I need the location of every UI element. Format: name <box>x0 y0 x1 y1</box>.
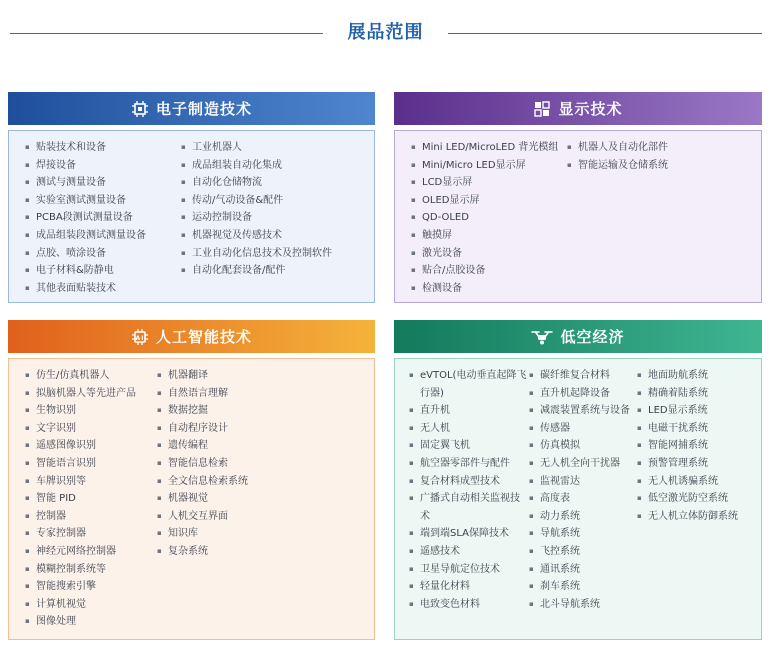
item-list <box>567 139 668 296</box>
list-item: ▪ 智能 PID <box>25 490 157 508</box>
list-item: ▪ 直升机 <box>409 402 529 420</box>
list-item: ▪ 电致变色材料 <box>409 596 529 614</box>
list-item: ▪ 预警管理系统 <box>637 455 738 473</box>
section-header <box>8 320 375 353</box>
list-item: ▪ 无人机全向干扰器 <box>529 455 637 473</box>
list-item: ▪ OLED显示屏 <box>411 192 567 210</box>
list-item: ▪ 复杂系统 <box>157 543 248 561</box>
list-item: ▪ 无人机 <box>409 420 529 438</box>
list-item: ▪ 自然语言理解 <box>157 385 248 403</box>
list-item: ▪ 端到端SLA保障技术 <box>409 525 529 543</box>
list-item: ▪ 数据挖掘 <box>157 402 248 420</box>
list-item: ▪ 模糊控制系统等 <box>25 561 157 579</box>
list-item: ▪ 人机交互界面 <box>157 508 248 526</box>
list-item: ▪ 控制器 <box>25 508 157 526</box>
list-item: ▪ 北斗导航系统 <box>529 596 637 614</box>
list-item: ▪ 焊接设备 <box>25 157 181 175</box>
list-item: ▪ LED显示系统 <box>637 402 738 420</box>
list-item: ▪ 检测设备 <box>411 280 567 298</box>
list-item: ▪ 仿生/仿真机器人 <box>25 367 157 385</box>
list-item: ▪ 复合材料成型技术 <box>409 473 529 491</box>
list-item: ▪ 车牌识别等 <box>25 473 157 491</box>
list-item: ▪ 遥感技术 <box>409 543 529 561</box>
list-item: ▪ 航空器零部件与配件 <box>409 455 529 473</box>
list-item: ▪ 专家控制器 <box>25 525 157 543</box>
list-item: ▪ 机器翻译 <box>157 367 248 385</box>
list-item: ▪ 生物识别 <box>25 402 157 420</box>
list-item: ▪ 导航系统 <box>529 525 637 543</box>
list-item: ▪ eVTOL(电动垂直起降飞行器) <box>409 367 529 402</box>
list-item: ▪ 计算机视觉 <box>25 596 157 614</box>
list-item: ▪ 智能信息检索 <box>157 455 248 473</box>
svg-text:AI: AI <box>135 334 145 342</box>
list-item: ▪ 精确着陆系统 <box>637 385 738 403</box>
section-body <box>8 358 375 640</box>
list-item: ▪ QD-OLED <box>411 209 567 227</box>
list-item: ▪ 刹车系统 <box>529 578 637 596</box>
list-item: ▪ Mini/Micro LED显示屏 <box>411 157 567 175</box>
list-item: ▪ 知识库 <box>157 525 248 543</box>
section-header <box>8 92 375 125</box>
list-item: ▪ 广播式自动相关监视技术 <box>409 490 529 525</box>
list-item: ▪ 神经元网络控制器 <box>25 543 157 561</box>
display-cubes-icon <box>533 100 551 118</box>
list-item: ▪ PCBA段测试测量设备 <box>25 209 181 227</box>
list-item: ▪ 传动/气动设备&配件 <box>181 192 332 210</box>
list-item: ▪ 自动化配套设备/配件 <box>181 262 332 280</box>
list-item: ▪ 智能搜索引擎 <box>25 578 157 596</box>
section-title: 低空经济 <box>560 328 625 346</box>
list-item: ▪ 飞控系统 <box>529 543 637 561</box>
list-item: ▪ 减震装置系统与设备 <box>529 402 637 420</box>
item-list <box>157 367 248 633</box>
list-item: ▪ 仿真模拟 <box>529 437 637 455</box>
list-item: ▪ 卫星导航定位技术 <box>409 561 529 579</box>
list-item: ▪ 激光设备 <box>411 245 567 263</box>
list-item: ▪ 机器视觉 <box>157 490 248 508</box>
item-list <box>25 367 157 633</box>
item-list <box>25 139 181 296</box>
list-item: ▪ 遗传编程 <box>157 437 248 455</box>
title-divider-right <box>448 33 762 34</box>
section-electronics-manufacturing <box>8 92 375 303</box>
drone-icon <box>531 328 553 346</box>
section-body <box>8 130 375 303</box>
section-artificial-intelligence <box>8 320 375 640</box>
list-item: ▪ 监视雷达 <box>529 473 637 491</box>
section-low-altitude-economy <box>394 320 762 640</box>
section-body <box>394 130 762 303</box>
list-item: ▪ 高度表 <box>529 490 637 508</box>
list-item: ▪ 智能运输及仓储系统 <box>567 157 668 175</box>
section-header <box>394 92 762 125</box>
section-title: 人工智能技术 <box>155 328 252 346</box>
list-item: ▪ 通讯系统 <box>529 561 637 579</box>
list-item: ▪ 其他表面贴装技术 <box>25 280 181 298</box>
section-body <box>394 358 762 640</box>
list-item: ▪ 贴合/点胶设备 <box>411 262 567 280</box>
list-item: ▪ 机器人及自动化部件 <box>567 139 668 157</box>
list-item: ▪ 直升机起降设备 <box>529 385 637 403</box>
item-list <box>637 367 738 633</box>
list-item: ▪ 运动控制设备 <box>181 209 332 227</box>
page-title: 展品范围 <box>347 22 424 43</box>
list-item: ▪ 智能语言识别 <box>25 455 157 473</box>
list-item: ▪ 机器视觉及传感技术 <box>181 227 332 245</box>
list-item: ▪ 无人机诱骗系统 <box>637 473 738 491</box>
list-item: ▪ 全文信息检索系统 <box>157 473 248 491</box>
list-item: ▪ 触摸屏 <box>411 227 567 245</box>
section-header <box>394 320 762 353</box>
list-item: ▪ 点胶、喷涂设备 <box>25 245 181 263</box>
list-item: ▪ 遥感图像识别 <box>25 437 157 455</box>
list-item: ▪ 工业自动化信息技术及控制软件 <box>181 245 332 263</box>
section-title: 电子制造技术 <box>155 100 252 118</box>
list-item: ▪ 工业机器人 <box>181 139 332 157</box>
item-list <box>529 367 637 633</box>
list-item: ▪ 拟脑机器人等先进产品 <box>25 385 157 403</box>
list-item: ▪ 图像处理 <box>25 613 157 631</box>
list-item: ▪ 贴装技术和设备 <box>25 139 181 157</box>
section-title: 显示技术 <box>558 100 623 118</box>
list-item: ▪ LCD显示屏 <box>411 174 567 192</box>
page-title-row <box>0 18 770 48</box>
list-item: ▪ 低空激光防空系统 <box>637 490 738 508</box>
item-list <box>181 139 332 296</box>
chip-icon <box>131 100 149 118</box>
list-item: ▪ 地面助航系统 <box>637 367 738 385</box>
list-item: ▪ 传感器 <box>529 420 637 438</box>
list-item: ▪ 自动化仓储物流 <box>181 174 332 192</box>
list-item: ▪ 动力系统 <box>529 508 637 526</box>
section-display-technology <box>394 92 762 303</box>
list-item: ▪ 实验室测试测量设备 <box>25 192 181 210</box>
list-item: ▪ 无人机立体防御系统 <box>637 508 738 526</box>
list-item: ▪ 固定翼飞机 <box>409 437 529 455</box>
list-item: ▪ 碳纤维复合材料 <box>529 367 637 385</box>
item-list <box>411 139 567 296</box>
list-item: ▪ 轻量化材料 <box>409 578 529 596</box>
title-divider-left <box>10 33 323 34</box>
list-item: ▪ 电子材料&防静电 <box>25 262 181 280</box>
list-item: ▪ Mini LED/MicroLED 背光模组 <box>411 139 567 157</box>
list-item: ▪ 自动程序设计 <box>157 420 248 438</box>
list-item: ▪ 成品组装段测试测量设备 <box>25 227 181 245</box>
list-item: ▪ 智能网捕系统 <box>637 437 738 455</box>
list-item: ▪ 电磁干扰系统 <box>637 420 738 438</box>
list-item: ▪ 测试与测量设备 <box>25 174 181 192</box>
list-item: ▪ 文字识别 <box>25 420 157 438</box>
ai-chip-icon <box>131 328 149 346</box>
list-item: ▪ 成品组装自动化集成 <box>181 157 332 175</box>
item-list <box>409 367 529 633</box>
